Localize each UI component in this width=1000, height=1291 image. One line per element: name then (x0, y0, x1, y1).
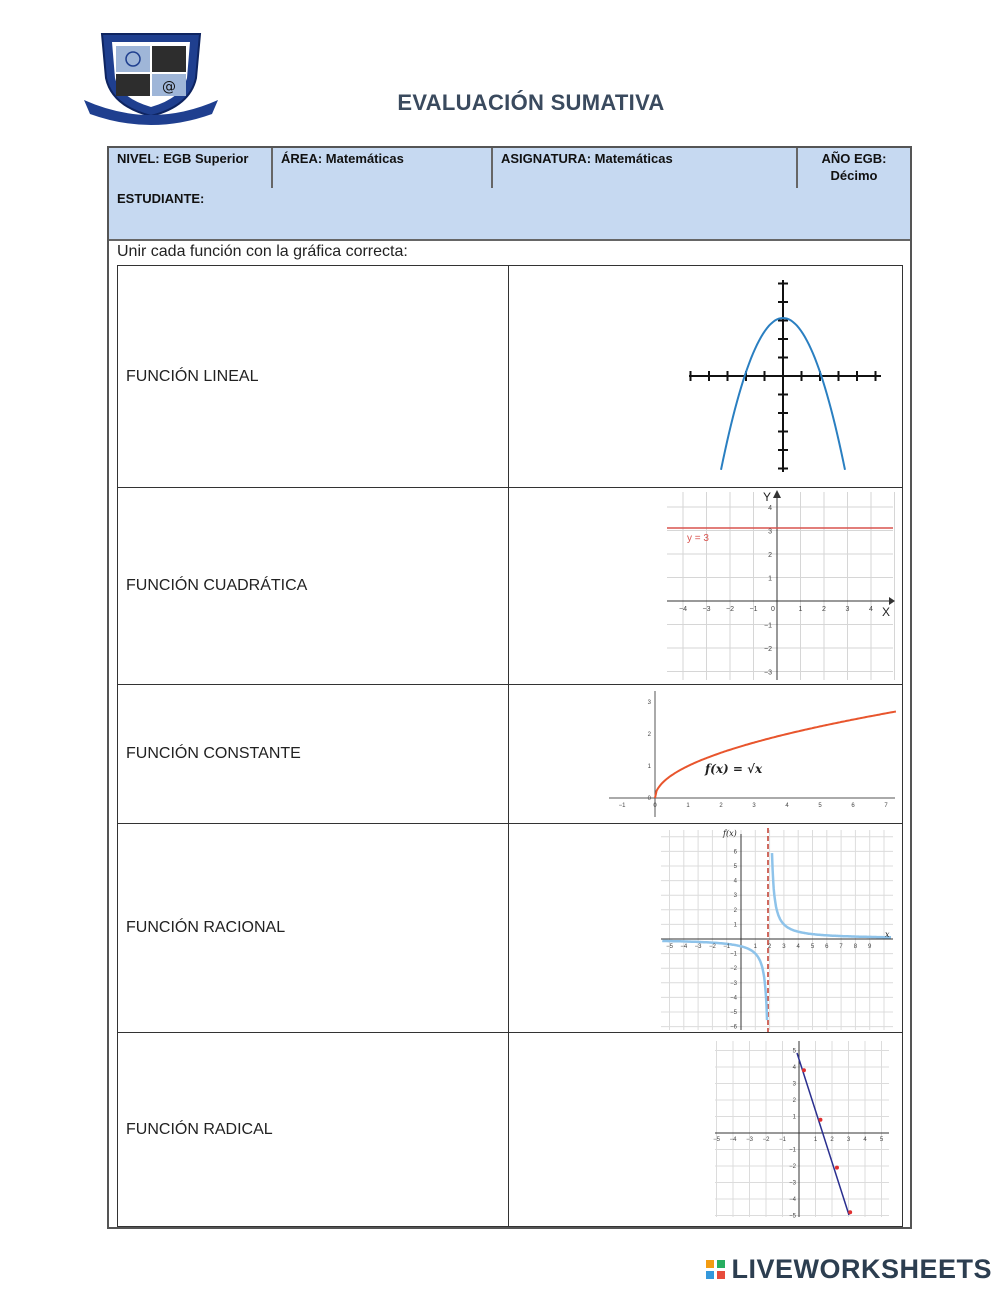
x-tick-label: 0 (771, 606, 775, 613)
page-title: EVALUACIÓN SUMATIVA (397, 90, 665, 115)
x-tick-label: −5 (666, 944, 673, 950)
graph-cell[interactable] (508, 487, 903, 685)
svg-text:@: @ (162, 79, 176, 95)
match-row (117, 684, 903, 824)
match-row (117, 265, 903, 488)
graph-cell[interactable] (508, 265, 903, 488)
y-tick-label: 2 (792, 1098, 796, 1104)
y-tick-label: 2 (768, 552, 772, 559)
rational-curve-left (662, 941, 767, 1020)
x-tick-label: 7 (884, 803, 888, 809)
instruction-text: Unir cada función con la gráfica correcta: (117, 243, 408, 260)
x-tick-label: 5 (810, 944, 815, 950)
function-label: FUNCIÓN LINEAL (126, 367, 259, 385)
y-tick-label: 5 (733, 864, 737, 870)
x-tick-label: 1 (798, 606, 803, 613)
y-tick-label: 3 (768, 528, 772, 536)
match-row (117, 1032, 903, 1227)
x-tick-label: −3 (746, 1137, 753, 1143)
y-tick-label: 0 (647, 796, 651, 802)
x-tick-label: 0 (653, 803, 657, 809)
y-tick-label: −5 (789, 1213, 796, 1219)
matching-table (117, 265, 903, 1227)
x-tick-label: 9 (868, 944, 872, 950)
parabola-graph[interactable] (685, 276, 885, 476)
anio-label: AÑO EGB: (821, 151, 887, 166)
x-tick-label: 3 (782, 944, 786, 950)
nivel-cell: NIVEL: EGB Superior (117, 151, 249, 166)
function-label: FUNCIÓN CUADRÁTICA (126, 577, 308, 594)
line-point (848, 1210, 852, 1214)
function-label: FUNCIÓN RACIONAL (126, 919, 286, 936)
x-tick-label: 6 (851, 803, 855, 809)
constant-graph[interactable] (665, 490, 895, 682)
x-tick-label: −1 (749, 606, 758, 613)
match-row (117, 487, 903, 685)
graph-cell[interactable] (508, 684, 903, 824)
constant-line-label: y = 3 (687, 533, 709, 544)
function-cell[interactable] (117, 1032, 509, 1227)
linear-graph[interactable] (713, 1039, 891, 1219)
line-point (835, 1166, 839, 1170)
y-tick-label: 3 (647, 700, 651, 706)
x-tick-label: −2 (762, 1137, 770, 1143)
y-axis-label: f(x) (723, 829, 737, 838)
y-tick-label: 1 (768, 575, 772, 583)
function-cell[interactable] (117, 265, 509, 488)
linear-line (797, 1053, 849, 1215)
y-tick-label: −1 (789, 1147, 796, 1154)
anio-value: Décimo (830, 168, 878, 183)
radical-curve (655, 712, 896, 799)
x-tick-label: 3 (846, 1137, 851, 1143)
x-tick-label: 6 (825, 944, 829, 950)
y-tick-label: −2 (789, 1164, 796, 1170)
y-tick-label: 3 (792, 1081, 796, 1088)
y-tick-label: 2 (647, 732, 651, 738)
x-tick-label: 2 (830, 1137, 834, 1143)
x-tick-label: −2 (708, 944, 716, 950)
x-tick-label: −3 (694, 944, 702, 950)
y-axis-label: Y (763, 490, 772, 504)
anio-cell (796, 148, 910, 188)
y-tick-label: −5 (730, 1010, 737, 1016)
function-cell[interactable] (117, 684, 509, 824)
x-axis-label: x (885, 930, 890, 939)
line-point (802, 1068, 806, 1072)
rational-graph[interactable] (659, 826, 897, 1032)
y-tick-label: 2 (733, 907, 737, 914)
x-tick-label: −4 (680, 944, 688, 950)
x-tick-label: 1 (813, 1137, 818, 1143)
y-tick-label: −2 (764, 646, 772, 653)
y-tick-label: −2 (730, 966, 737, 973)
x-tick-label: −3 (702, 606, 711, 613)
function-label: FUNCIÓN CONSTANTE (126, 745, 301, 762)
x-tick-label: −1 (618, 803, 626, 809)
y-tick-label: −1 (764, 622, 772, 630)
graph-cell[interactable] (508, 1032, 903, 1227)
x-tick-label: 1 (686, 803, 690, 809)
x-tick-label: 4 (785, 803, 789, 809)
info-header-row (109, 148, 910, 190)
brand-tiles-icon (705, 1259, 726, 1280)
y-tick-label: 1 (733, 922, 737, 929)
y-tick-label: −4 (730, 995, 737, 1002)
line-point (818, 1118, 822, 1122)
x-tick-label: 3 (845, 606, 850, 613)
function-cell[interactable] (117, 487, 509, 685)
y-tick-label: −3 (789, 1180, 796, 1187)
x-tick-label: 1 (753, 944, 757, 950)
area-cell: ÁREA: Matemáticas (271, 148, 491, 188)
y-tick-label: 5 (792, 1048, 796, 1055)
student-field[interactable]: ESTUDIANTE: (117, 191, 205, 206)
student-row (109, 188, 910, 241)
worksheet (107, 146, 912, 1229)
radical-formula: f(x) = √x (705, 762, 763, 776)
y-tick-label: 4 (768, 505, 772, 512)
x-tick-label: −1 (779, 1137, 786, 1143)
y-tick-label: 1 (647, 764, 651, 770)
graph-cell[interactable] (508, 823, 903, 1033)
x-tick-label: 5 (879, 1137, 884, 1143)
x-tick-label: 7 (839, 944, 843, 950)
x-tick-label: 2 (719, 803, 723, 809)
x-tick-label: −5 (713, 1137, 720, 1143)
x-tick-label: −4 (729, 1137, 737, 1143)
y-tick-label: 4 (792, 1065, 796, 1071)
x-tick-label: 2 (822, 606, 826, 613)
y-tick-label: −1 (730, 951, 737, 958)
x-tick-label: −4 (679, 606, 687, 613)
brand-name: LIVEWORKSHEETS (731, 1254, 992, 1284)
y-tick-label: 4 (733, 878, 737, 885)
function-label: FUNCIÓN RADICAL (126, 1120, 273, 1138)
radical-graph[interactable] (605, 687, 897, 821)
y-tick-label: 1 (792, 1114, 796, 1121)
y-tick-label: −3 (730, 980, 737, 987)
x-tick-label: 2 (767, 944, 772, 950)
x-tick-label: 8 (853, 944, 858, 950)
y-tick-label: 3 (733, 893, 737, 900)
x-tick-label: −1 (723, 944, 731, 950)
x-axis-label: X (882, 605, 891, 619)
function-cell[interactable] (117, 823, 509, 1033)
y-tick-label: −6 (730, 1024, 737, 1031)
x-tick-label: 4 (863, 1137, 867, 1143)
y-tick-label: −3 (764, 669, 772, 677)
x-tick-label: −2 (726, 606, 734, 613)
y-tick-label: −4 (789, 1197, 796, 1203)
liveworksheets-logo (705, 1254, 992, 1284)
y-tick-label: 6 (733, 849, 737, 856)
asignatura-cell: ASIGNATURA: Matemáticas (491, 148, 796, 188)
x-tick-label: 3 (752, 803, 756, 809)
x-tick-label: 5 (818, 803, 822, 809)
match-row (117, 823, 903, 1033)
x-tick-label: 4 (869, 606, 873, 613)
x-tick-label: 4 (796, 944, 800, 950)
